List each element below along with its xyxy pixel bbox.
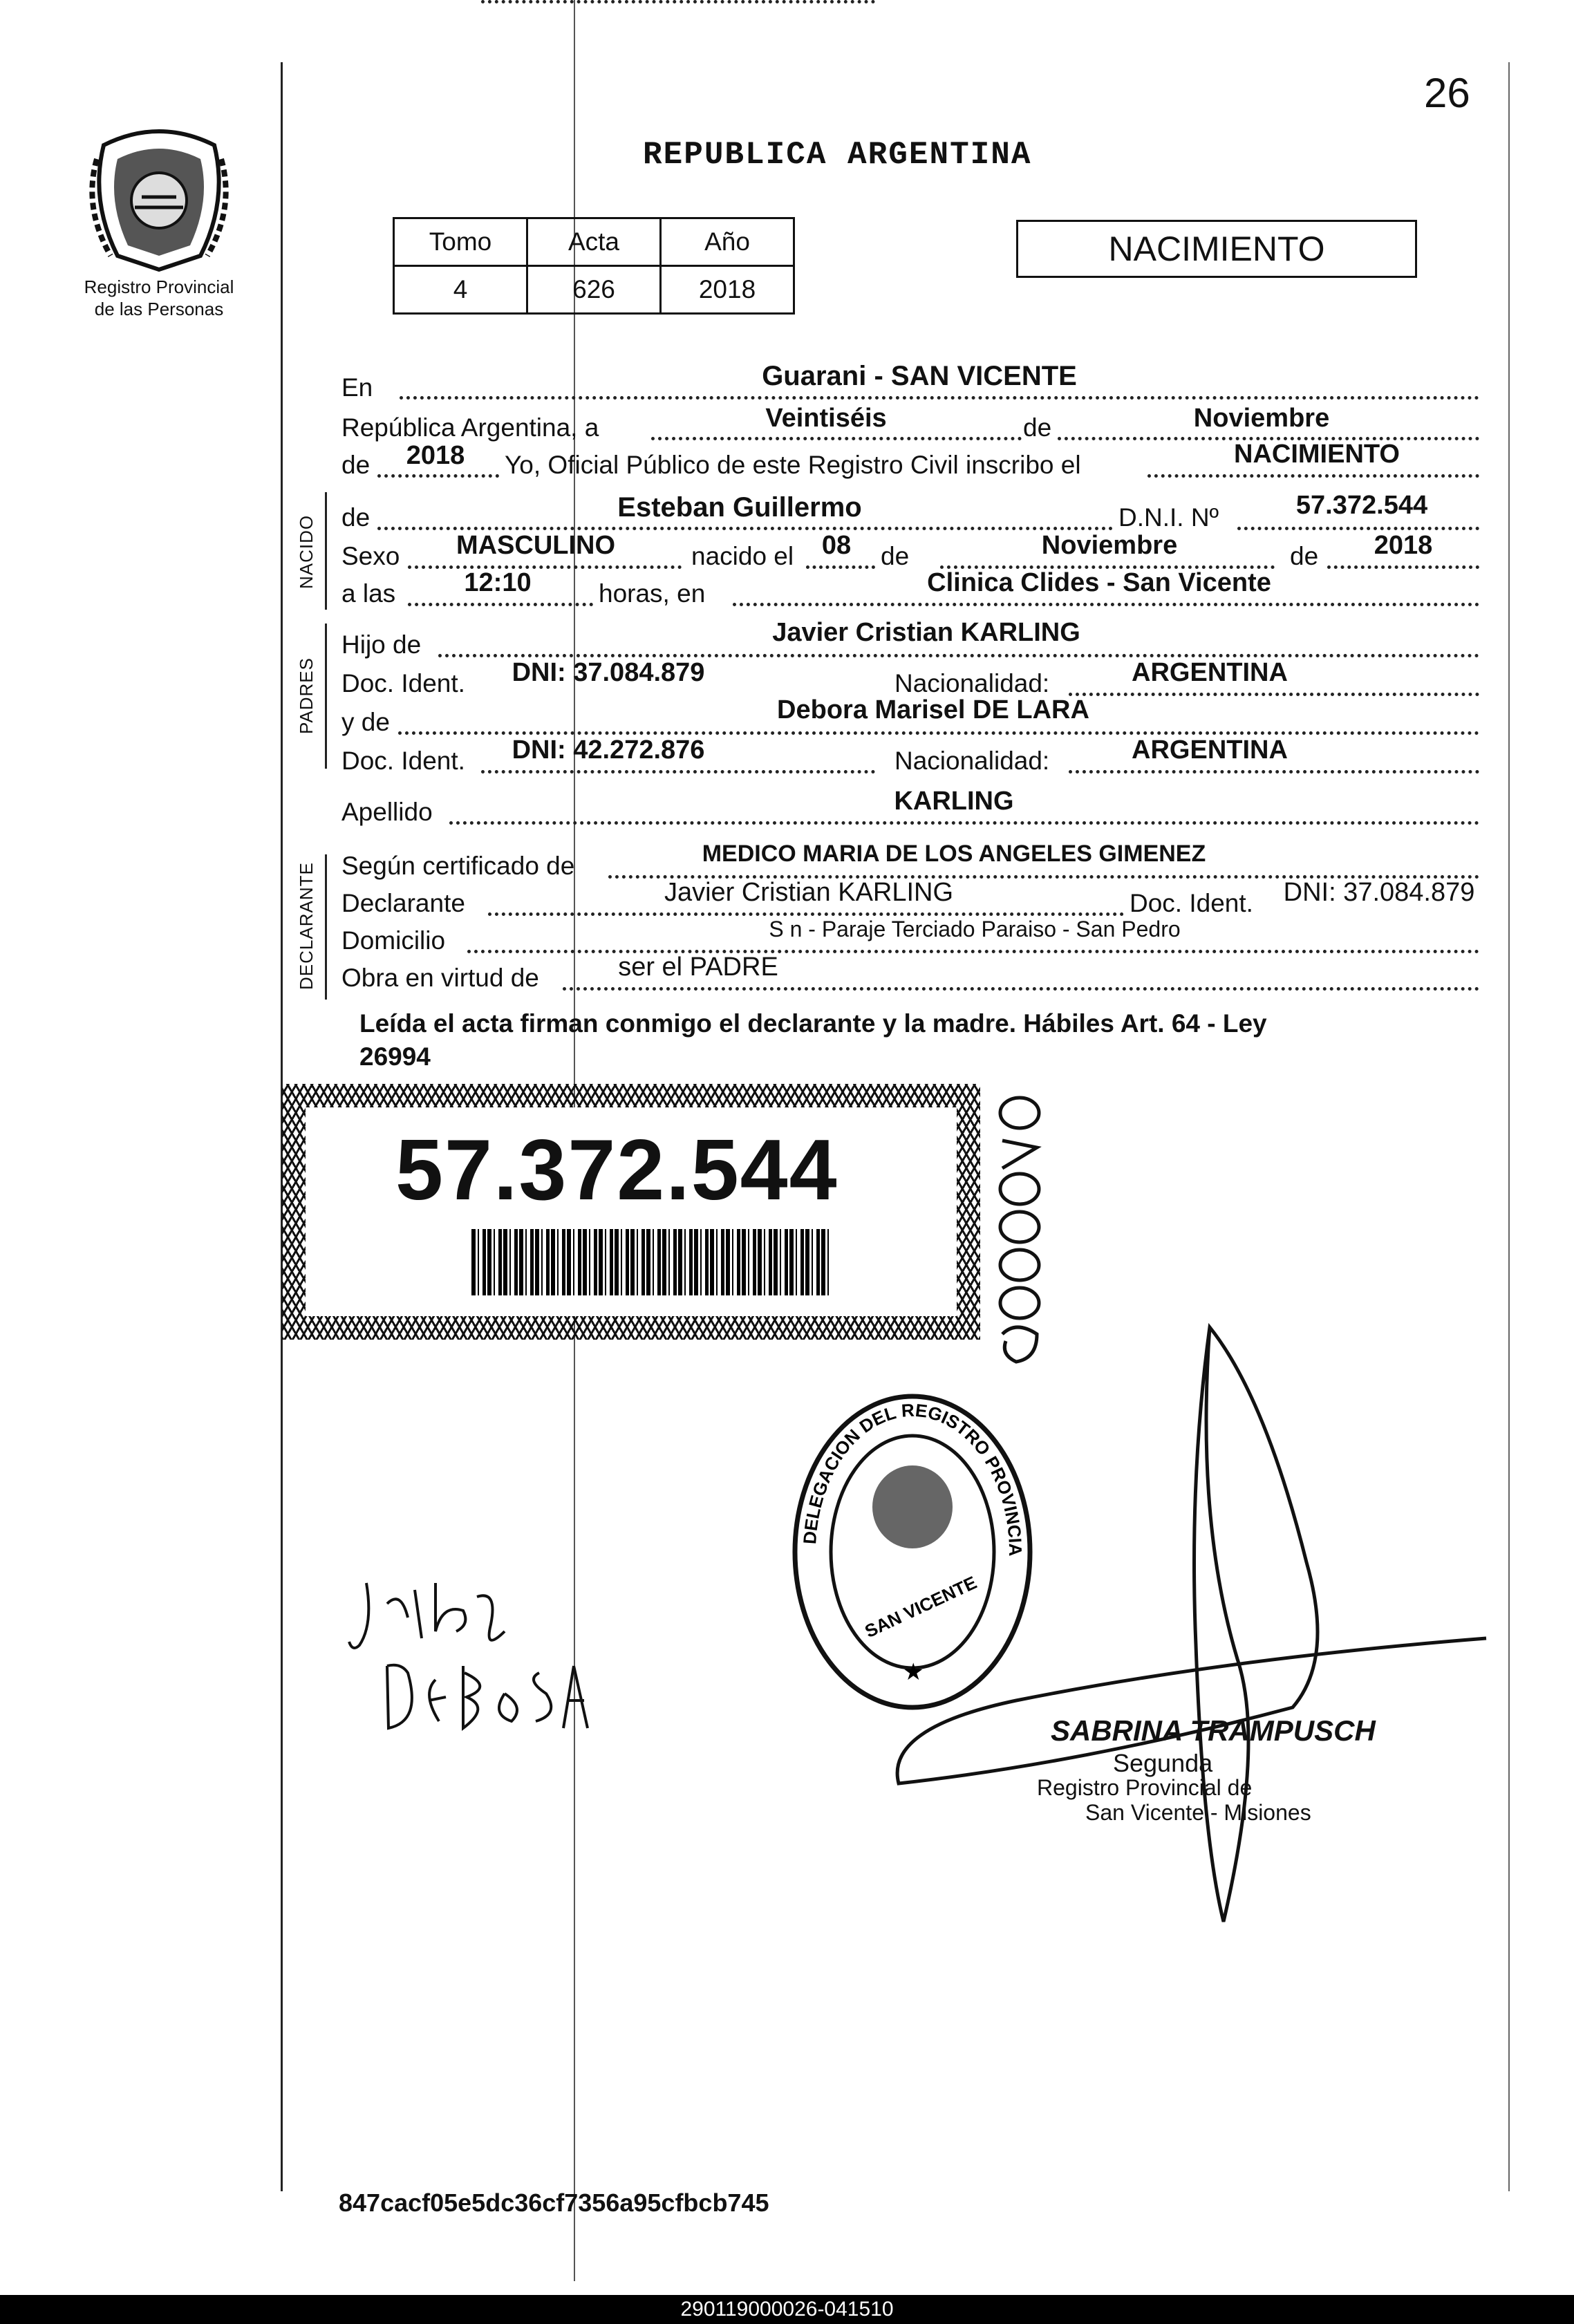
signature-madre — [380, 1652, 608, 1742]
label-yo: Yo, Oficial Público de este Registro Civil inscribo el — [505, 451, 1081, 479]
label-a-las: a las — [341, 579, 396, 608]
value-madre-doc: DNI: 42.272.876 — [512, 735, 705, 765]
official-stamp-name: SABRINA TRAMPUSCH — [1051, 1714, 1376, 1747]
label-dni: D.N.I. Nº — [1118, 503, 1219, 532]
value-mes: Noviembre — [1193, 404, 1330, 433]
dni-sticker-number: 57.372.544 — [395, 1123, 838, 1218]
label-declarante-doc: Doc. Ident. — [1130, 889, 1253, 917]
value-domicilio: S n - Paraje Terciado Paraiso - San Pedro — [769, 917, 1181, 941]
value-mes-nac: Noviembre — [1041, 531, 1178, 560]
svg-text:SAN VICENTE: SAN VICENTE — [861, 1571, 980, 1642]
value-obra: ser el PADRE — [618, 953, 778, 982]
dots-nac-padre — [1069, 693, 1479, 696]
label-doc-padre: Doc. Ident. — [341, 669, 465, 697]
label-republica: República Argentina, a — [341, 413, 599, 442]
svg-text:★: ★ — [903, 1658, 924, 1686]
value-declarante-doc: DNI: 37.084.879 — [1283, 878, 1475, 907]
label-en: En — [341, 373, 373, 402]
dots-republica — [651, 437, 1022, 440]
value-anio-nac: 2018 — [1374, 531, 1433, 560]
label-y-de: y de — [341, 708, 390, 736]
declarante-bracket — [325, 854, 327, 1000]
dots-madre — [398, 731, 1479, 735]
document-title: REPUBLICA ARGENTINA — [643, 137, 1032, 173]
dots-anio-nac — [1327, 565, 1479, 569]
official-stamp-role: Segunda — [1113, 1749, 1213, 1777]
label-declarante: Declarante — [341, 889, 465, 917]
label-de-mes: de — [1023, 413, 1052, 442]
value-tipo: NACIMIENTO — [1234, 440, 1400, 469]
value-certificado: MEDICO MARIA DE LOS ANGELES GIMENEZ — [702, 841, 1206, 867]
label-nacido: nacido el — [691, 542, 794, 570]
label-domicilio: Domicilio — [341, 926, 446, 955]
dots-dia-nac — [806, 565, 875, 569]
label-apellido: Apellido — [341, 798, 433, 826]
dots-nac-madre — [1069, 770, 1479, 774]
label-hijo-de: Hijo de — [341, 630, 422, 659]
value-madre: Debora Marisel DE LARA — [777, 695, 1089, 724]
dots-doc-madre — [481, 770, 875, 774]
registry-logo — [76, 118, 242, 283]
dots-hora — [408, 603, 593, 606]
dots-doc-padre — [481, 0, 875, 3]
signature-declarante — [346, 1562, 525, 1666]
dots-tipo — [1147, 474, 1479, 478]
svg-text:DELEGACION DEL REGISTRO PROVIN: DELEGACION DEL REGISTRO PROVINCIA — [799, 1399, 1027, 1557]
label-sexo: Sexo — [341, 542, 400, 570]
province-seal-icon — [76, 118, 242, 283]
side-label-declarante: DECLARANTE — [296, 862, 317, 990]
value-apellido: KARLING — [894, 787, 1014, 816]
value-anio: 2018 — [661, 266, 794, 314]
value-lugar-nac: Clinica Clides - San Vicente — [927, 568, 1271, 597]
dots-en — [400, 396, 1479, 400]
label-horas-en: horas, en — [599, 579, 706, 608]
dni-barcode — [471, 1229, 831, 1295]
side-label-padres: PADRES — [296, 657, 317, 734]
value-madre-nac: ARGENTINA — [1132, 735, 1288, 765]
value-dia-texto: Veintiséis — [765, 404, 887, 433]
value-acta: 626 — [527, 266, 661, 314]
dots-anio — [377, 474, 499, 478]
label-de-nombre: de — [341, 503, 371, 532]
record-type: NACIMIENTO — [1108, 229, 1325, 268]
record-type-box — [1016, 220, 1417, 278]
label-nac-padre: Nacionalidad: — [894, 669, 1050, 697]
closing-text-2: 26994 — [359, 1042, 431, 1071]
value-nombre: Esteban Guillermo — [617, 492, 862, 523]
value-lugar: Guarani - SAN VICENTE — [762, 361, 1077, 391]
dots-dni — [1237, 527, 1479, 530]
right-margin-line — [1508, 62, 1510, 2191]
nacido-bracket — [325, 492, 327, 610]
label-de-mes-nac: de — [881, 542, 910, 570]
header-tomo: Tomo — [394, 218, 527, 266]
dots-padre — [438, 654, 1479, 657]
label-obra: Obra en virtud de — [341, 964, 539, 992]
footer-bar — [0, 2295, 1574, 2324]
closing-text: Leída el acta firman conmigo el declarante y la madre. Hábiles Art. 64 - Ley — [359, 1009, 1267, 1038]
value-anio: 2018 — [406, 441, 465, 470]
dots-lugar-nac — [733, 603, 1479, 606]
page-number: 26 — [1424, 70, 1470, 116]
value-dia-nac: 08 — [821, 531, 852, 560]
dots-declarante — [488, 912, 1124, 916]
signature-declarante-icon — [346, 1562, 525, 1666]
label-nac-madre: Nacionalidad: — [894, 747, 1050, 775]
signature-madre-icon — [380, 1652, 608, 1742]
value-padre-nac: ARGENTINA — [1132, 658, 1288, 687]
footer-code: 290119000026-041510 — [680, 2298, 894, 2321]
side-label-nacido: NACIDO — [296, 514, 317, 589]
official-signature — [878, 1313, 1500, 1936]
value-dni: 57.372.544 — [1295, 491, 1428, 520]
record-table — [393, 217, 795, 315]
label-de-anio: de — [341, 451, 371, 479]
value-hora: 12:10 — [464, 568, 532, 597]
header-acta: Acta — [527, 218, 661, 266]
dots-nombre — [377, 527, 1113, 530]
dni-sticker — [282, 1084, 980, 1340]
padres-bracket — [325, 624, 327, 769]
value-declarante: Javier Cristian KARLING — [664, 878, 954, 907]
label-doc-madre: Doc. Ident. — [341, 747, 465, 775]
header-anio: Año — [661, 218, 794, 266]
dni-sticker-inner — [306, 1107, 957, 1316]
value-padre: Javier Cristian KARLING — [772, 618, 1080, 647]
official-stamp-line2: San Vicente - Misiones — [1085, 1800, 1311, 1825]
registry-line1: Registro Provincial — [84, 277, 234, 297]
label-segun: Según certificado de — [341, 852, 575, 880]
value-sexo: MASCULINO — [456, 531, 616, 560]
registry-line2: de las Personas — [94, 299, 224, 319]
hash-code: 847cacf05e5dc36cf7356a95cfbcb745 — [339, 2189, 769, 2217]
official-stamp-line1: Registro Provincial de — [1037, 1775, 1253, 1800]
official-signature-icon — [878, 1313, 1500, 1936]
label-de-anio-nac: de — [1290, 542, 1319, 570]
value-padre-doc: DNI: 37.084.879 — [512, 658, 705, 687]
value-tomo: 4 — [394, 266, 527, 314]
dots-apellido — [449, 821, 1479, 825]
dots-obra — [563, 987, 1479, 991]
